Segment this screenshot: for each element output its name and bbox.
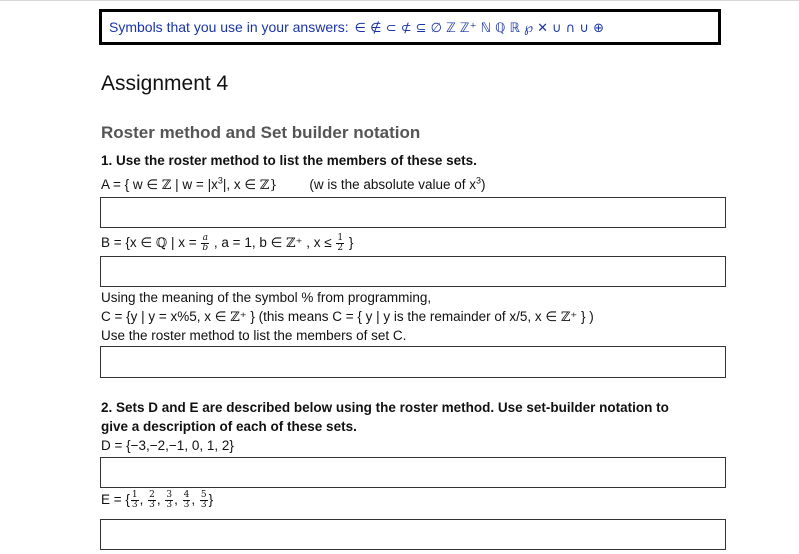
section-title: Roster method and Set builder notation: [101, 123, 421, 142]
question-1-prompt: 1. Use the roster method to list the members of these sets.: [101, 153, 477, 168]
answer-box-a[interactable]: [100, 197, 726, 228]
page-title: Assignment 4: [101, 72, 229, 95]
rationals-symbol: ℚ: [155, 236, 168, 252]
symbols-label: Symbols that you use in your answers:: [109, 19, 349, 35]
question-2-prompt-line-1: 2. Sets D and E are described below using the roster method. Use set-builder notation to: [101, 400, 669, 415]
set-e-fractions: $\frac{1}{3}$ , $\frac{2}{3}$ , $\frac{3}{3}$ , $\frac{4}{3}$ , $\frac{5}{3}$: [131, 490, 207, 510]
answer-box-d[interactable]: [100, 457, 726, 488]
set-e-fraction: $\frac{3}{3}$: [166, 490, 173, 510]
answer-box-c[interactable]: [100, 346, 726, 378]
set-e-fraction: $\frac{4}{3}$: [183, 490, 190, 510]
set-e-fraction: $\frac{2}{3}$: [149, 490, 155, 510]
answer-box-e[interactable]: [100, 519, 726, 550]
set-e-fraction: $\frac{1}{3}$: [131, 490, 138, 510]
symbols-glyphs: ∈ ∉ ⊂ ⊄ ⊆ ∅ ℤ ℤ⁺ ℕ ℚ ℝ ℘ ✕ ∪ ∩ ∪ ⊕: [354, 21, 604, 36]
set-c-instruction: Use the roster method to list the members of set C.: [101, 328, 407, 343]
set-a-note: (w is the absolute value of $x^3$): [309, 175, 486, 192]
set-d-definition: D = {−3,−2,−1, 0, 1, 2}: [101, 438, 234, 453]
set-b-definition: B = {x ∈ ℚ | x = $\frac{a}{b}$ , a = 1, b ∈ ℤ⁺ , x ≤ $\frac{1}{2}$ }: [101, 233, 354, 253]
set-e-definition: E = { $\frac{1}{3}$ , $\frac{2}{3}$ , $\frac{3}{3}$ , $\frac{4}{3}$ , $\frac{5}{3}$ }: [101, 490, 214, 510]
set-e-fraction: $\frac{5}{3}$: [200, 490, 207, 510]
symbols-box: [99, 9, 721, 45]
answer-box-b[interactable]: [100, 256, 726, 287]
page-top-rule: [0, 0, 799, 1]
question-2-prompt-line-2: give a description of each of these sets.: [101, 419, 357, 434]
set-c-definition: C = {y | y = x%5, x ∈ ℤ⁺ } (this means C = { y | y is the remainder of x/5, x ∈ ℤ⁺ } ): [101, 309, 594, 325]
integers-symbol: ℤ: [161, 178, 172, 193]
set-c-intro: Using the meaning of the symbol % from programming,: [101, 290, 432, 305]
fraction-a-over-b: $\frac{a}{b}$: [202, 233, 209, 253]
set-a-definition: A = { w ∈ ℤ | $w = |x^3|$, x ∈ ℤ} (w is the absolute value of $x^3$): [101, 175, 486, 193]
fraction-one-half: $\frac{1}{2}$: [337, 233, 344, 253]
